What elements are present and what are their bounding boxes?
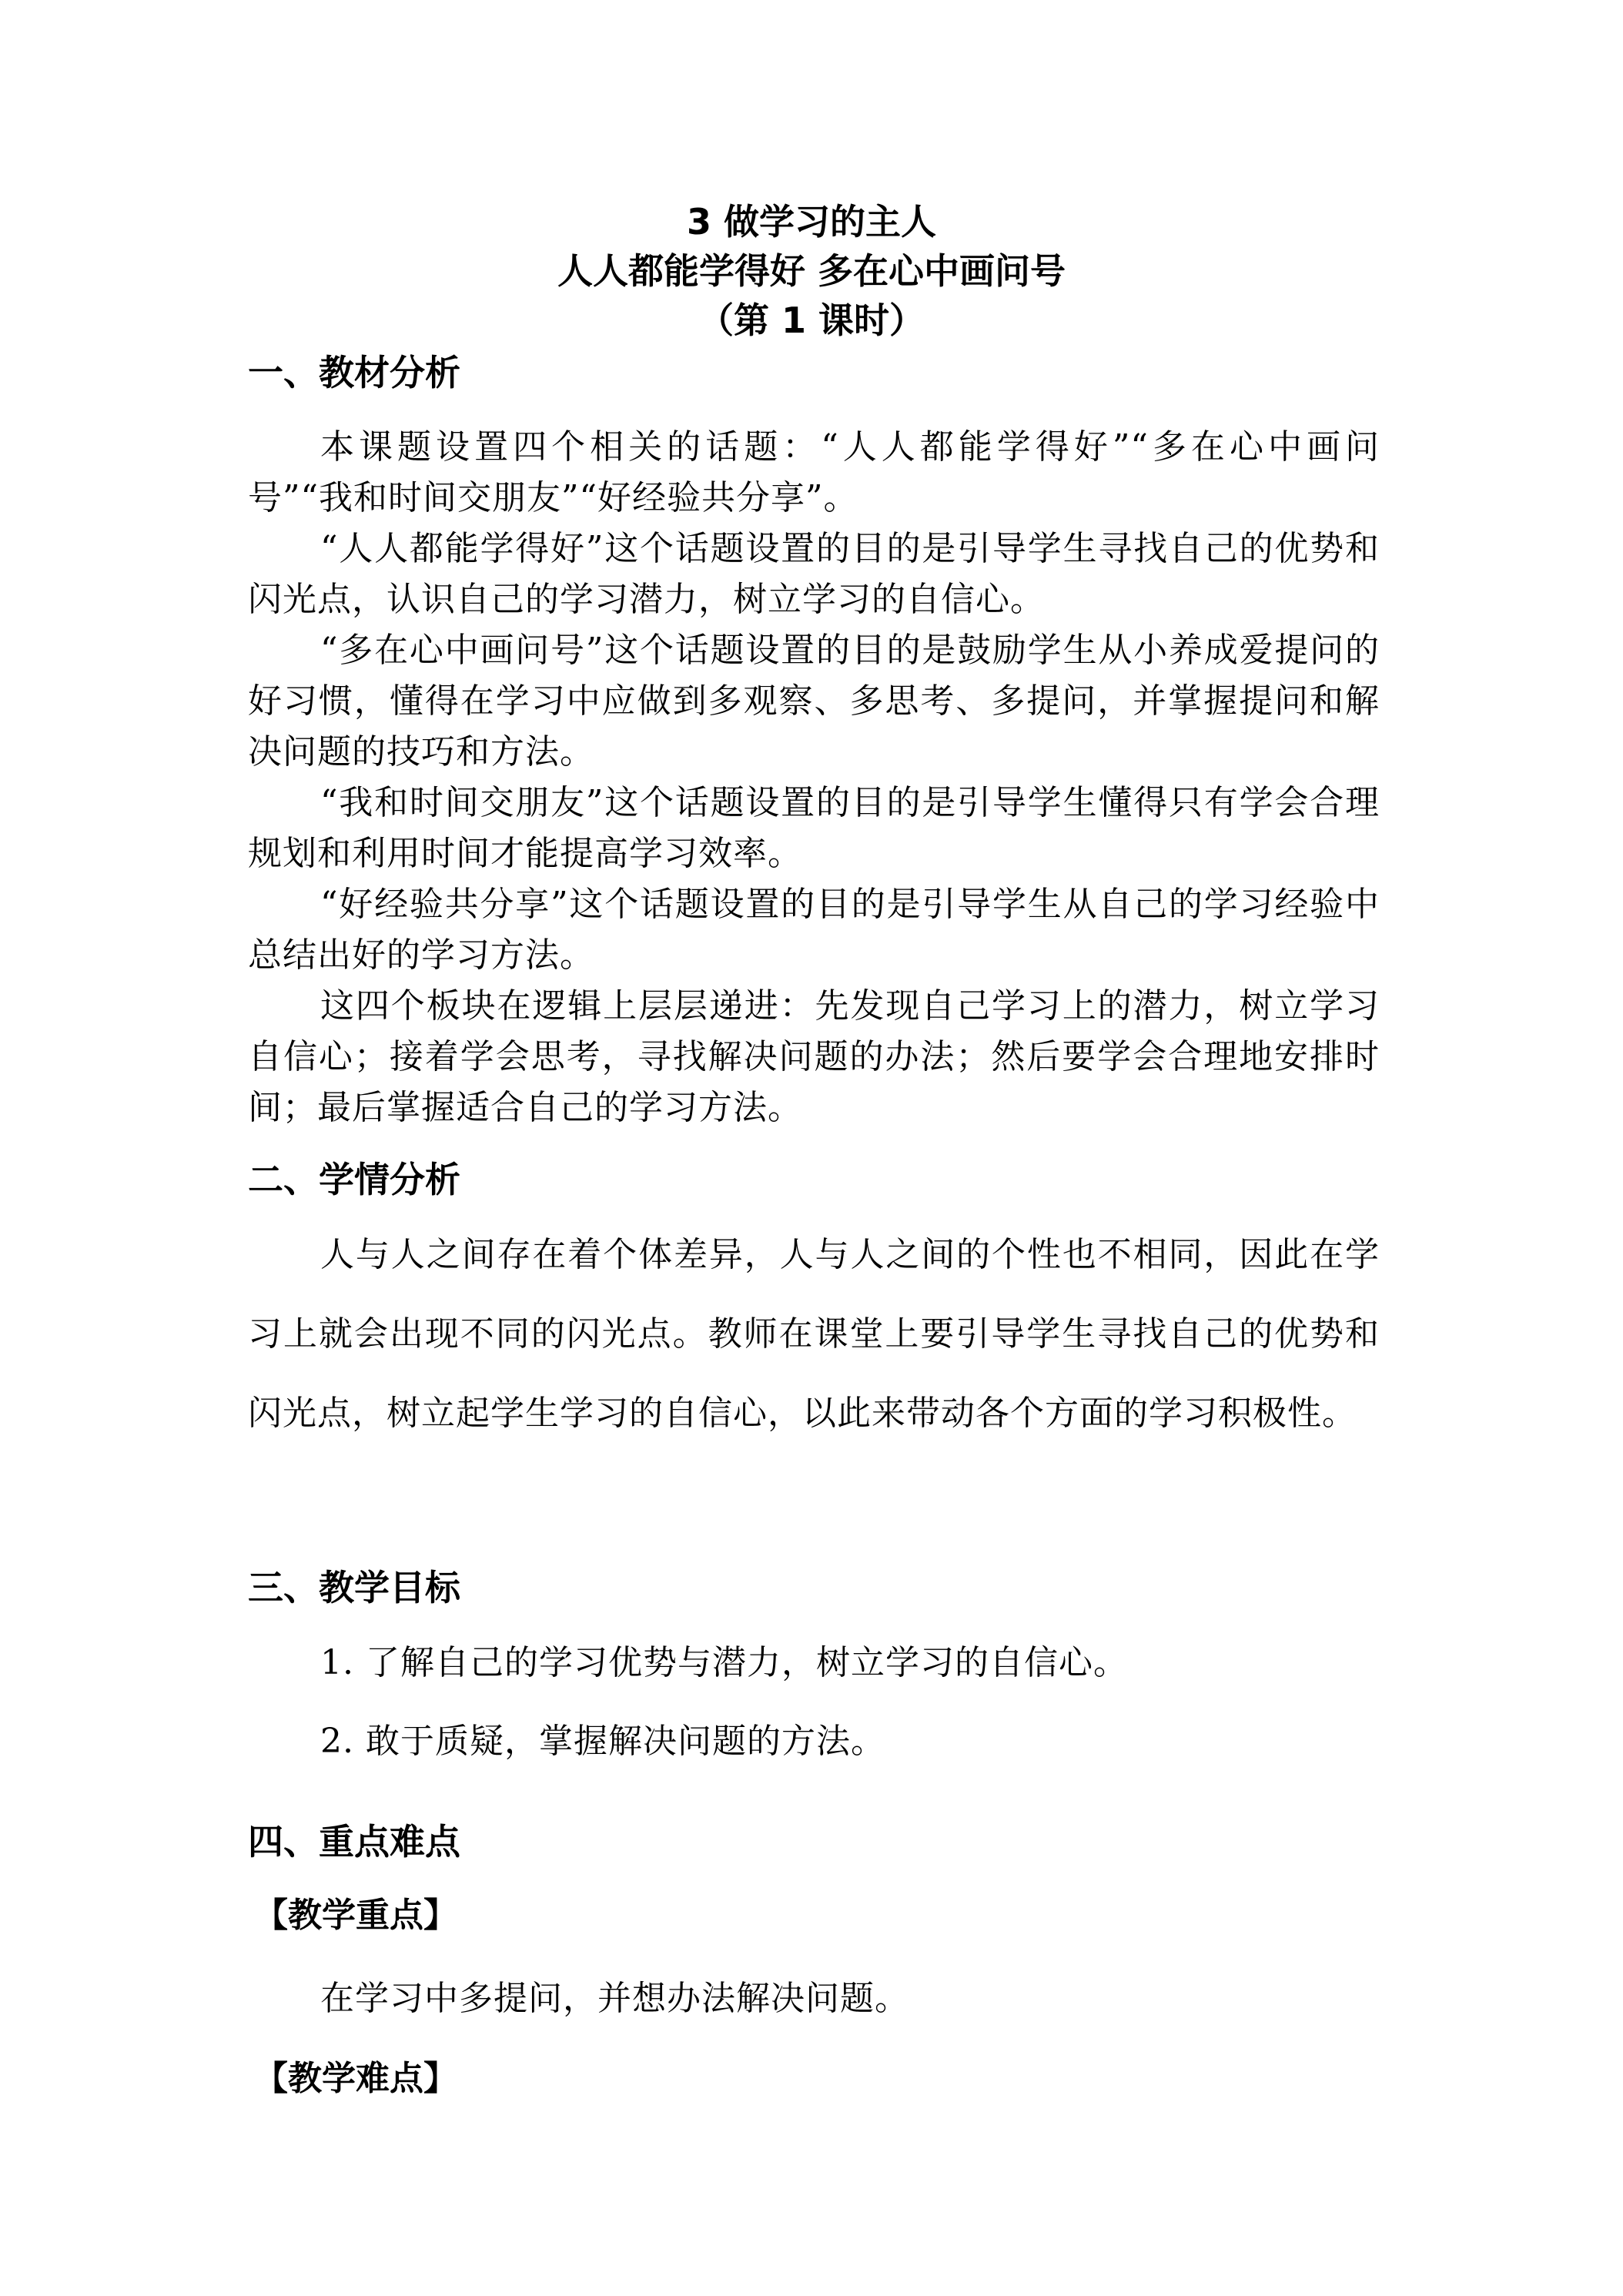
teaching-difficulty-label: 【教学难点】 [254, 2059, 457, 2098]
teaching-focus-text: 在学习中多提问，并想办法解决问题。 [320, 1979, 909, 2018]
paragraph-topic-4: “好经验共分享”这个话题设置的目的是引导学生从自己的学习经验中总结出好的学习方法。 [248, 885, 1380, 975]
paragraph-topic-3: “我和时间交朋友”这个话题设置的目的是引导学生懂得只有学会合理规划和利用时间才能提高学习效率。 [248, 783, 1380, 873]
paragraph-structure: 这四个板块在逻辑上层层递进：先发现自己学习上的潜力，树立学习自信心；接着学会思考，寻找解决问题的办法；然后要学会合理地安排时间；最后掌握适合自己的学习方法。 [248, 986, 1380, 1127]
goal-item-2: 2. 敢于质疑，掌握解决问题的方法。 [320, 1722, 885, 1761]
lesson-subtitle: 人人都能学得好 多在心中画问号 [557, 250, 1066, 292]
section-heading-teaching-goals: 三、教学目标 [248, 1567, 460, 1608]
lesson-title: 3 做学习的主人 [686, 201, 937, 243]
teaching-focus-label: 【教学重点】 [254, 1896, 457, 1935]
paragraph-learner-analysis: 人与人之间存在着个体差异，人与人之间的个性也不相同，因此在学习上就会出现不同的闪光点。教师在课堂上要引导学生寻找自己的优势和闪光点，树立起学生学习的自信心，以此来带动各个方面的学习积极性。 [248, 1235, 1380, 1433]
goal-item-1: 1. 了解自己的学习优势与潜力，树立学习的自信心。 [320, 1643, 1128, 1682]
section-heading-key-points: 四、重点难点 [248, 1821, 460, 1863]
lesson-period: （第 1 课时） [698, 300, 925, 341]
section-heading-textbook-analysis: 一、教材分析 [248, 352, 460, 393]
section-heading-learner-analysis: 二、学情分析 [248, 1159, 460, 1200]
paragraph-topic-2: “多在心中画问号”这个话题设置的目的是鼓励学生从小养成爱提问的好习惯，懂得在学习中应做到多观察、多思考、多提问，并掌握提问和解决问题的技巧和方法。 [248, 631, 1380, 771]
paragraph-topic-1: “人人都能学得好”这个话题设置的目的是引导学生寻找自己的优势和闪光点，认识自己的学习潜力，树立学习的自信心。 [248, 529, 1380, 619]
paragraph-topics: 本课题设置四个相关的话题：“人人都能学得好”“多在心中画问号”“我和时间交朋友”“好经验共分享”。 [248, 427, 1380, 517]
